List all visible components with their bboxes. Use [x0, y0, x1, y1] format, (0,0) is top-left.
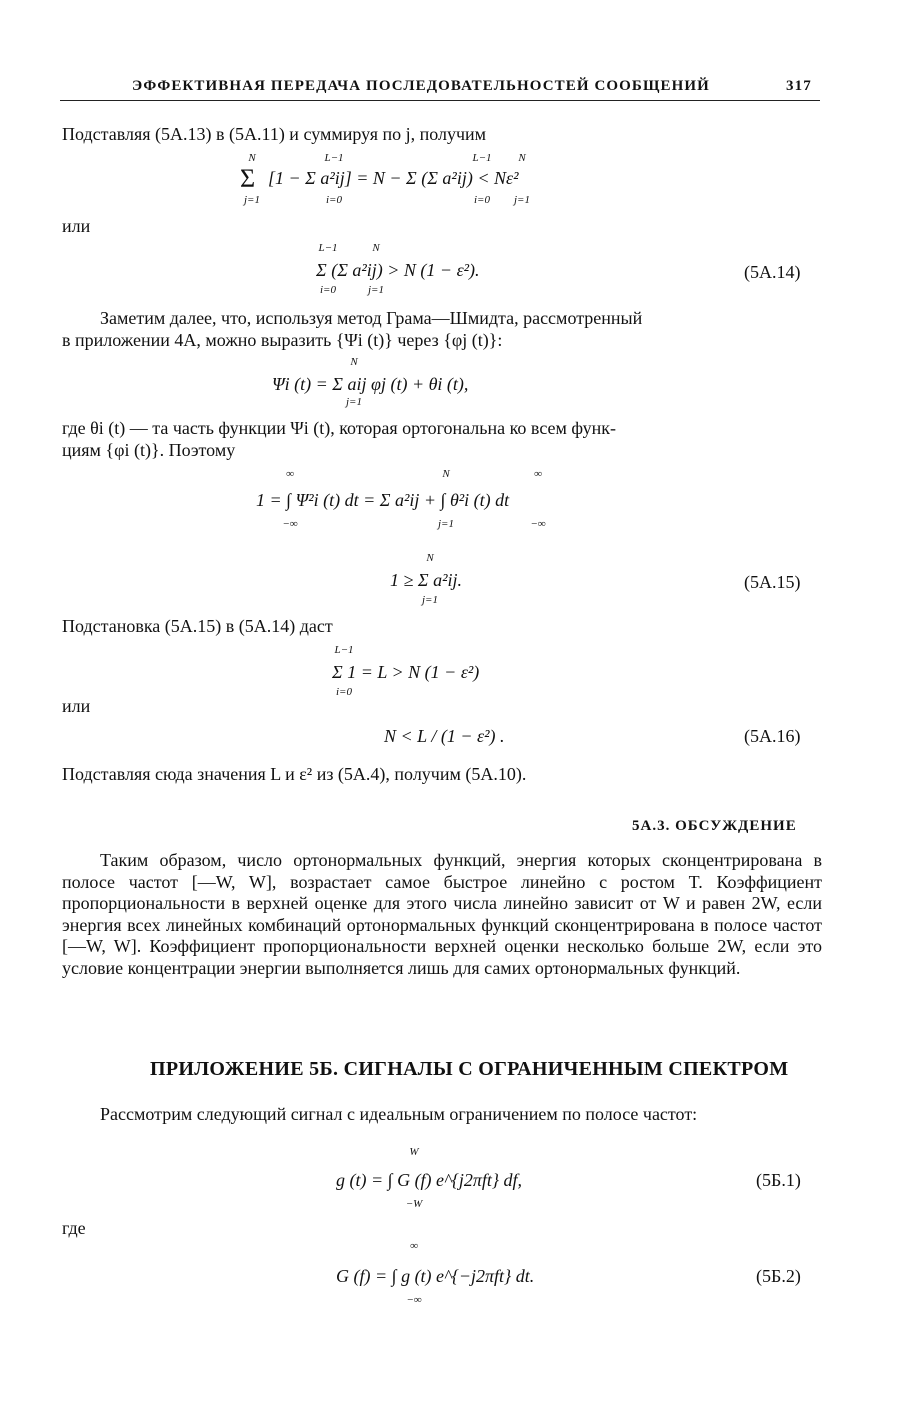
limit-upper: N [372, 242, 380, 254]
paragraph-4: Подстановка (5А.15) в (5А.14) даст [62, 616, 333, 636]
limit-lower: −∞ [282, 518, 298, 530]
word-ili: или [62, 216, 91, 236]
limit-upper: N [518, 152, 526, 164]
limit-lower: j=1 [368, 284, 384, 296]
paragraph-5: Подставляя сюда значения L и ε² из (5А.4), получим (5А.10). [62, 764, 527, 784]
limit-upper: W [409, 1146, 419, 1158]
paragraph-3-line-1: где θi (t) — та часть функции Ψi (t), которая ортогональна ко всем функ- [62, 418, 617, 438]
limit-lower: j=1 [438, 518, 454, 530]
limit-lower: j=1 [422, 594, 438, 606]
limit-lower: i=0 [474, 194, 490, 206]
equation-number: (5Б.2) [756, 1266, 801, 1286]
limit-lower: i=0 [320, 284, 336, 296]
limit-lower: −∞ [406, 1294, 422, 1306]
limit-upper: N [426, 552, 434, 564]
equation-text: [1 − Σ a²ij] = N − Σ (Σ a²ij) < Nε² [268, 168, 519, 188]
limit-lower: j=1 [244, 194, 260, 206]
limit-lower: i=0 [336, 686, 352, 698]
equation-text: Σ 1 = L > N (1 − ε²) [332, 662, 480, 682]
equation-norm [256, 468, 636, 534]
sum-sign: Σ [240, 164, 256, 193]
equation-text: g (t) = ∫ G (f) e^{j2πft} df, [336, 1170, 523, 1190]
limit-upper: ∞ [534, 468, 542, 480]
equation-number: (5Б.1) [756, 1170, 801, 1190]
limit-upper: N [442, 468, 450, 480]
equation-5B2 [336, 1240, 636, 1310]
equation-text: G (f) = ∫ g (t) e^{−j2πft} dt. [336, 1266, 535, 1286]
equation-5A14 [312, 242, 612, 298]
equation-5A15 [390, 552, 590, 608]
word-ili: или [62, 696, 91, 716]
equation-body [240, 164, 255, 194]
limit-upper: L−1 [324, 152, 344, 164]
equation-number: (5А.16) [744, 726, 801, 746]
limit-upper: N [248, 152, 256, 164]
section-heading: 5А.3. ОБСУЖДЕНИЕ [632, 818, 797, 834]
equation-L [332, 644, 592, 700]
running-title: ЭФФЕКТИВНАЯ ПЕРЕДАЧА ПОСЛЕДОВАТЕЛЬНОСТЕЙ СООБЩЕНИЙ [132, 78, 710, 94]
limit-upper: L−1 [472, 152, 492, 164]
equation-text: Ψi (t) = Σ aij φj (t) + θi (t), [272, 374, 469, 394]
equation-text: 1 = ∫ Ψ²i (t) dt = Σ a²ij + ∫ θ²i (t) dt [256, 490, 510, 510]
page-number: 317 [786, 78, 812, 94]
limit-upper: ∞ [410, 1240, 418, 1252]
limit-lower: −∞ [530, 518, 546, 530]
word-gde: где [62, 1218, 86, 1238]
paragraph-6: Рассмотрим следующий сигнал с идеальным ограничением по полосе частот: [100, 1104, 698, 1124]
paragraph-2-line-1: Заметим далее, что, используя метод Грама—Шмидта, рассмотренный [100, 308, 643, 328]
discussion-paragraph: Таким образом, число ортонормальных функций, энергия которых сконцентрирована в полосе частот [—W, W], возрастает самое быстрое линейно с ростом T. Коэффициент пропорциональности в верхней оценке для этого числа линейно зависит от W и равен 2W, если энергия всех линейных комбинаций ортонормальных функций сконцентрирована в полосе частот [—W, W]. Коэффициент пропорциональности верхней оценки несколько больше 2W, если это условие концентрации энергии выполняется лишь для самих ортонормальных функций. [62, 850, 822, 978]
limit-lower: −W [405, 1198, 423, 1210]
equation-sum-1 [232, 152, 652, 208]
appendix-heading: ПРИЛОЖЕНИЕ 5Б. СИГНАЛЫ С ОГРАНИЧЕННЫМ СПЕКТРОМ [150, 1058, 789, 1080]
equation-text: Σ (Σ a²ij) > N (1 − ε²). [316, 260, 480, 280]
paragraph-2-line-2: в приложении 4А, можно выразить {Ψi (t)} через {φj (t)}: [62, 330, 503, 350]
paragraph-3-line-2: циям {φi (t)}. Поэтому [62, 440, 236, 460]
header-rule [60, 100, 820, 101]
limit-lower: j=1 [514, 194, 530, 206]
limit-upper: L−1 [334, 644, 354, 656]
equation-number: (5А.15) [744, 572, 801, 592]
limit-upper: L−1 [318, 242, 338, 254]
limit-upper: ∞ [286, 468, 294, 480]
equation-psi [272, 356, 602, 412]
equation-text: 1 ≥ Σ a²ij. [390, 570, 462, 590]
limit-upper: N [350, 356, 358, 368]
equation-5B1 [336, 1146, 616, 1216]
limit-lower: j=1 [346, 396, 362, 408]
equation-5A16: N < L / (1 − ε²) . [384, 726, 505, 746]
paragraph-1: Подставляя (5А.13) в (5А.11) и суммируя по j, получим [62, 124, 487, 144]
equation-number: (5А.14) [744, 262, 801, 282]
limit-lower: i=0 [326, 194, 342, 206]
